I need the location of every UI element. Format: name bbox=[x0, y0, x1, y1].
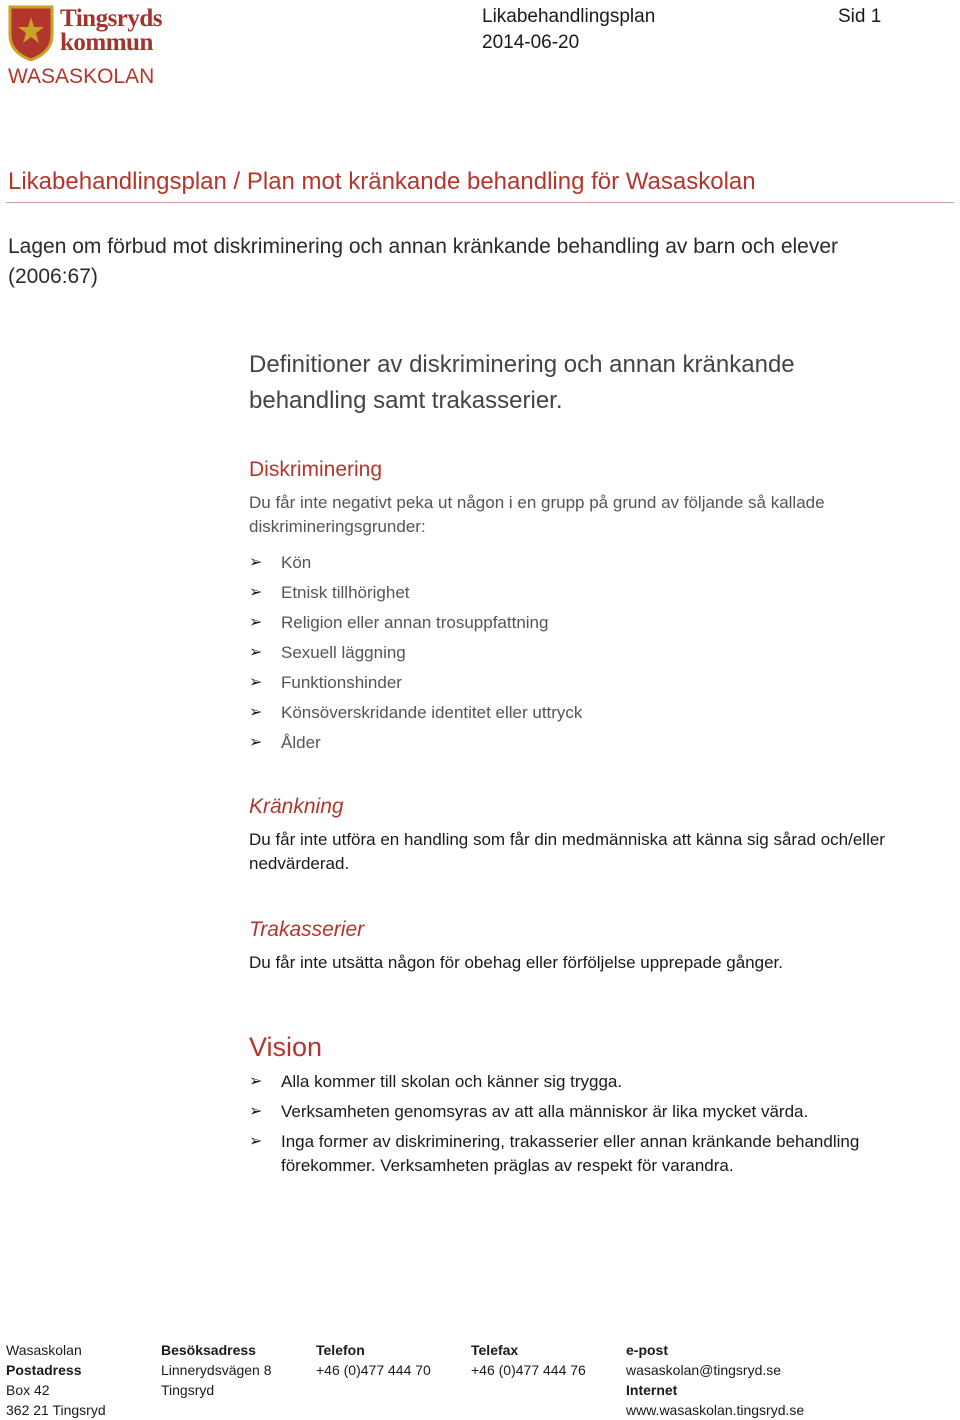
coat-of-arms-icon bbox=[8, 5, 54, 61]
header-date: 2014-06-20 bbox=[482, 32, 580, 53]
list-item-text: Religion eller annan trosuppfattning bbox=[281, 613, 549, 632]
list-item bbox=[249, 730, 582, 760]
definitions-heading: Definitioner av diskriminering och annan kränkande behandling samt trakasserier. bbox=[249, 351, 795, 414]
arrowhead-bullet-icon: ➢ bbox=[249, 734, 263, 751]
footer-col-fax bbox=[471, 1340, 586, 1380]
list-item-text: Könsöverskridande identitet eller uttryck bbox=[281, 703, 583, 722]
vision-heading: Vision bbox=[249, 1032, 323, 1062]
list-item bbox=[249, 700, 582, 730]
footer-phone-label: Telefon bbox=[316, 1342, 365, 1358]
footer-col-phone bbox=[316, 1340, 431, 1380]
list-item bbox=[249, 670, 582, 700]
footer-visit-label: Besöksadress bbox=[161, 1342, 256, 1358]
arrowhead-bullet-icon: ➢ bbox=[249, 554, 263, 571]
logo-line-1: Tingsryds bbox=[60, 5, 163, 32]
school-name: WASASKOLAN bbox=[8, 65, 155, 88]
list-item-text: Alla kommer till skolan och känner sig trygga. bbox=[281, 1072, 623, 1091]
diskriminering-text: Du får inte negativt peka ut någon i en grupp på grund av följande så kallade diskrimineringsgrunder: bbox=[249, 493, 825, 536]
list-item bbox=[249, 610, 582, 640]
list-item-text: Kön bbox=[281, 553, 312, 572]
footer-visit-street: Linnerydsvägen 8 bbox=[161, 1362, 272, 1378]
document-title: Likabehandlingsplan / Plan mot kränkande behandling för Wasaskolan bbox=[8, 168, 756, 195]
arrowhead-bullet-icon: ➢ bbox=[249, 1133, 263, 1150]
list-item bbox=[249, 1070, 929, 1094]
arrowhead-bullet-icon: ➢ bbox=[249, 1073, 263, 1090]
law-title: Lagen om förbud mot diskriminering och annan kränkande behandling av barn och elever (2006:67) bbox=[8, 235, 839, 288]
logo-line-2: kommun bbox=[60, 29, 153, 56]
arrowhead-bullet-icon: ➢ bbox=[249, 674, 263, 691]
list-item-text: Inga former av diskriminering, trakasserier eller annan kränkande behandling förekommer. Verksamheten präglas av respekt för varandra. bbox=[281, 1132, 860, 1175]
footer-visit-city: Tingsryd bbox=[161, 1382, 215, 1398]
footer-school-name: Wasaskolan bbox=[6, 1342, 82, 1358]
list-item bbox=[249, 640, 582, 670]
list-item bbox=[249, 580, 582, 610]
arrowhead-bullet-icon: ➢ bbox=[249, 584, 263, 601]
list-item-text: Ålder bbox=[281, 733, 321, 752]
arrowhead-bullet-icon: ➢ bbox=[249, 1103, 263, 1120]
krankning-heading: Kränkning bbox=[249, 795, 344, 818]
title-divider bbox=[6, 202, 954, 203]
arrowhead-bullet-icon: ➢ bbox=[249, 614, 263, 631]
municipality-logo bbox=[8, 5, 188, 61]
arrowhead-bullet-icon: ➢ bbox=[249, 704, 263, 721]
page-number: Sid 1 bbox=[838, 6, 882, 27]
list-item-text: Funktionshinder bbox=[281, 673, 402, 692]
footer-fax-label: Telefax bbox=[471, 1342, 519, 1358]
krankning-text: Du får inte utföra en handling som får din medmänniska att känna sig sårad och/eller nedvärderad. bbox=[249, 830, 885, 873]
logo-wordmark bbox=[60, 7, 162, 55]
trakasserier-text: Du får inte utsätta någon för obehag eller förföljelse upprepade gånger. bbox=[249, 953, 783, 972]
footer-email[interactable]: wasaskolan@tingsryd.se bbox=[626, 1362, 782, 1378]
arrowhead-bullet-icon: ➢ bbox=[249, 644, 263, 661]
footer-email-label: e-post bbox=[626, 1342, 668, 1358]
footer-fax-number: +46 (0)477 444 76 bbox=[471, 1362, 586, 1378]
list-item bbox=[249, 550, 582, 580]
footer-postal-city: 362 21 Tingsryd bbox=[6, 1402, 106, 1418]
list-item-text: Sexuell läggning bbox=[281, 643, 406, 662]
diskriminering-heading: Diskriminering bbox=[249, 458, 383, 481]
footer-col-school bbox=[6, 1340, 106, 1420]
trakasserier-heading: Trakasserier bbox=[249, 918, 365, 941]
list-item-text: Etnisk tillhörighet bbox=[281, 583, 410, 602]
footer-phone-number: +46 (0)477 444 70 bbox=[316, 1362, 431, 1378]
footer-col-contact bbox=[626, 1340, 804, 1420]
footer-postal-box: Box 42 bbox=[6, 1382, 50, 1398]
vision-list bbox=[249, 1070, 929, 1178]
footer-col-visit bbox=[161, 1340, 272, 1400]
footer-postal-label: Postadress bbox=[6, 1362, 82, 1378]
list-item-text: Verksamheten genomsyras av att alla människor är lika mycket värda. bbox=[281, 1102, 809, 1121]
header-doc-title: Likabehandlingsplan bbox=[482, 6, 656, 27]
diskrimineringsgrunder-list bbox=[249, 550, 582, 760]
footer-web-label: Internet bbox=[626, 1382, 678, 1398]
list-item bbox=[249, 1100, 929, 1124]
footer-website[interactable]: www.wasaskolan.tingsryd.se bbox=[626, 1402, 805, 1418]
list-item bbox=[249, 1130, 929, 1178]
